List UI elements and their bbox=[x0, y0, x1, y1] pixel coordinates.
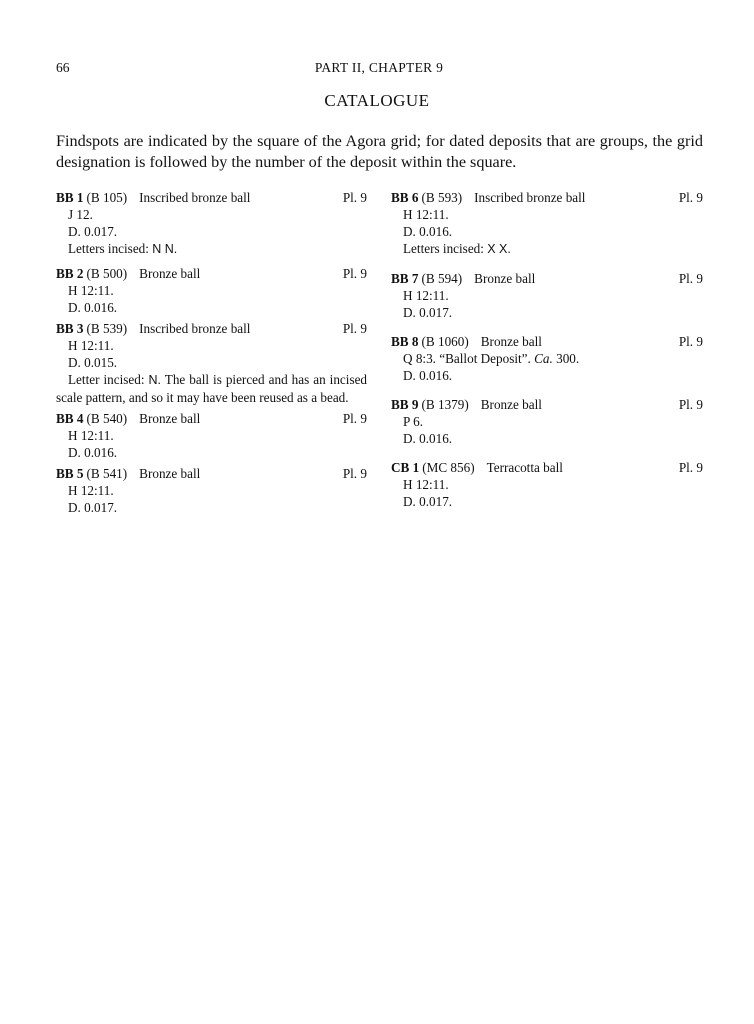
entry-plate: Pl. 9 bbox=[342, 266, 367, 281]
entry-heading bbox=[391, 459, 703, 476]
entry-plate: Pl. 9 bbox=[342, 190, 367, 205]
entry-note-letters: N. bbox=[148, 373, 161, 387]
entry-heading bbox=[391, 189, 703, 206]
page-number: 66 bbox=[56, 60, 70, 75]
entry-inventory: (B 105) bbox=[86, 190, 128, 205]
entry-note-letters: N N. bbox=[152, 242, 178, 256]
entry-findspot: H 12:11. bbox=[68, 428, 114, 443]
entry-inventory: (B 540) bbox=[86, 411, 128, 426]
entry-findspot bbox=[391, 350, 703, 367]
entry-inventory: (B 593) bbox=[421, 190, 463, 205]
entry-name: Bronze ball bbox=[474, 271, 536, 286]
entry-inventory: (B 1060) bbox=[421, 334, 469, 349]
entry-plate: Pl. 9 bbox=[342, 321, 367, 336]
entry-plate: Pl. 9 bbox=[678, 397, 703, 412]
entry-name: Inscribed bronze ball bbox=[474, 190, 586, 205]
entry-plate: Pl. 9 bbox=[342, 466, 367, 481]
catalogue-entry-bb6 bbox=[391, 189, 703, 258]
entry-plate: Pl. 9 bbox=[678, 190, 703, 205]
entry-name: Bronze ball bbox=[480, 334, 542, 349]
entry-note-text: The ball is pierced and has an incised scale pattern, and so it may have been reused as a bead. bbox=[56, 372, 368, 405]
entry-diameter: D. 0.016. bbox=[403, 431, 453, 446]
entry-name: Terracotta ball bbox=[486, 460, 563, 475]
entry-findspot: H 12:11. bbox=[68, 338, 114, 353]
entry-heading bbox=[391, 270, 703, 287]
entry-heading bbox=[56, 410, 367, 427]
entry-heading bbox=[391, 396, 703, 413]
entry-findspot: J 12. bbox=[68, 207, 93, 222]
catalogue-entry-bb1 bbox=[56, 189, 367, 258]
running-title: PART II, CHAPTER 9 bbox=[314, 60, 444, 75]
entry-name: Bronze ball bbox=[139, 466, 201, 481]
catalogue-column-left bbox=[56, 189, 367, 516]
entry-diameter: D. 0.016. bbox=[403, 368, 453, 383]
entry-diameter: D. 0.015. bbox=[68, 355, 118, 370]
catalogue-column-right bbox=[391, 189, 703, 510]
entry-name: Bronze ball bbox=[480, 397, 542, 412]
entry-findspot: H 12:11. bbox=[68, 483, 114, 498]
catalogue-entry-bb3 bbox=[56, 320, 367, 406]
intro-paragraph: Findspots are indicated by the square of the Agora grid; for dated deposits that are groups, the grid designation is followed by the number of the deposit within the square. bbox=[56, 132, 703, 171]
entry-diameter: D. 0.017. bbox=[403, 305, 453, 320]
catalogue-entry-bb9 bbox=[391, 396, 703, 447]
entry-heading bbox=[56, 265, 367, 282]
entry-id: BB 9 bbox=[391, 397, 419, 412]
entry-id: BB 2 bbox=[56, 266, 84, 281]
entry-note-label: Letters incised: bbox=[68, 241, 149, 256]
entry-note-letters: X X. bbox=[487, 242, 511, 256]
entry-id: BB 1 bbox=[56, 190, 84, 205]
entry-plate: Pl. 9 bbox=[678, 460, 703, 475]
section-title: CATALOGUE bbox=[324, 91, 430, 110]
entry-plate: Pl. 9 bbox=[342, 411, 367, 426]
entry-name: Inscribed bronze ball bbox=[139, 190, 251, 205]
entry-id: BB 5 bbox=[56, 466, 84, 481]
entry-diameter: D. 0.016. bbox=[68, 445, 118, 460]
catalogue-entry-cb1 bbox=[391, 459, 703, 510]
entry-inventory: (B 500) bbox=[86, 266, 128, 281]
catalogue-entry-bb4 bbox=[56, 410, 367, 461]
entry-name: Inscribed bronze ball bbox=[139, 321, 251, 336]
entry-plate: Pl. 9 bbox=[678, 271, 703, 286]
entry-name: Bronze ball bbox=[139, 411, 201, 426]
entry-id: BB 8 bbox=[391, 334, 419, 349]
catalogue-entry-bb2 bbox=[56, 265, 367, 316]
entry-inventory: (MC 856) bbox=[422, 460, 475, 475]
entry-diameter: D. 0.016. bbox=[403, 224, 453, 239]
catalogue-entry-bb8 bbox=[391, 333, 703, 384]
running-head bbox=[56, 60, 702, 80]
entry-inventory: (B 541) bbox=[86, 466, 128, 481]
entry-id: BB 3 bbox=[56, 321, 84, 336]
entry-heading bbox=[56, 189, 367, 206]
entry-inventory: (B 594) bbox=[421, 271, 463, 286]
entry-diameter: D. 0.016. bbox=[68, 300, 118, 315]
entry-heading bbox=[56, 465, 367, 482]
entry-inventory: (B 1379) bbox=[421, 397, 469, 412]
entry-circa: Ca. bbox=[534, 351, 553, 366]
entry-findspot: H 12:11. bbox=[403, 477, 449, 492]
entry-findspot: P 6. bbox=[403, 414, 424, 429]
entry-id: BB 4 bbox=[56, 411, 84, 426]
catalogue-entry-bb7 bbox=[391, 270, 703, 321]
entry-findspot: H 12:11. bbox=[403, 288, 449, 303]
entry-note-label: Letter incised: bbox=[68, 372, 145, 387]
entry-plate: Pl. 9 bbox=[678, 334, 703, 349]
entry-id: BB 7 bbox=[391, 271, 419, 286]
entry-note bbox=[56, 371, 367, 406]
entry-name: Bronze ball bbox=[139, 266, 201, 281]
entry-note bbox=[391, 240, 703, 258]
entry-note-label: Letters incised: bbox=[403, 241, 484, 256]
entry-diameter: D. 0.017. bbox=[68, 500, 118, 515]
entry-id: BB 6 bbox=[391, 190, 419, 205]
entry-heading bbox=[56, 320, 367, 337]
entry-findspot: H 12:11. bbox=[68, 283, 114, 298]
entry-date: 300. bbox=[556, 351, 580, 366]
entry-id: CB 1 bbox=[391, 460, 420, 475]
entry-inventory: (B 539) bbox=[86, 321, 128, 336]
entry-findspot: H 12:11. bbox=[403, 207, 449, 222]
catalogue-entry-bb5 bbox=[56, 465, 367, 516]
entry-diameter: D. 0.017. bbox=[68, 224, 118, 239]
entry-heading bbox=[391, 333, 703, 350]
entry-note bbox=[56, 240, 367, 258]
entry-diameter: D. 0.017. bbox=[403, 494, 453, 509]
entry-findspot-main: Q 8:3. “Ballot Deposit”. bbox=[403, 351, 531, 366]
